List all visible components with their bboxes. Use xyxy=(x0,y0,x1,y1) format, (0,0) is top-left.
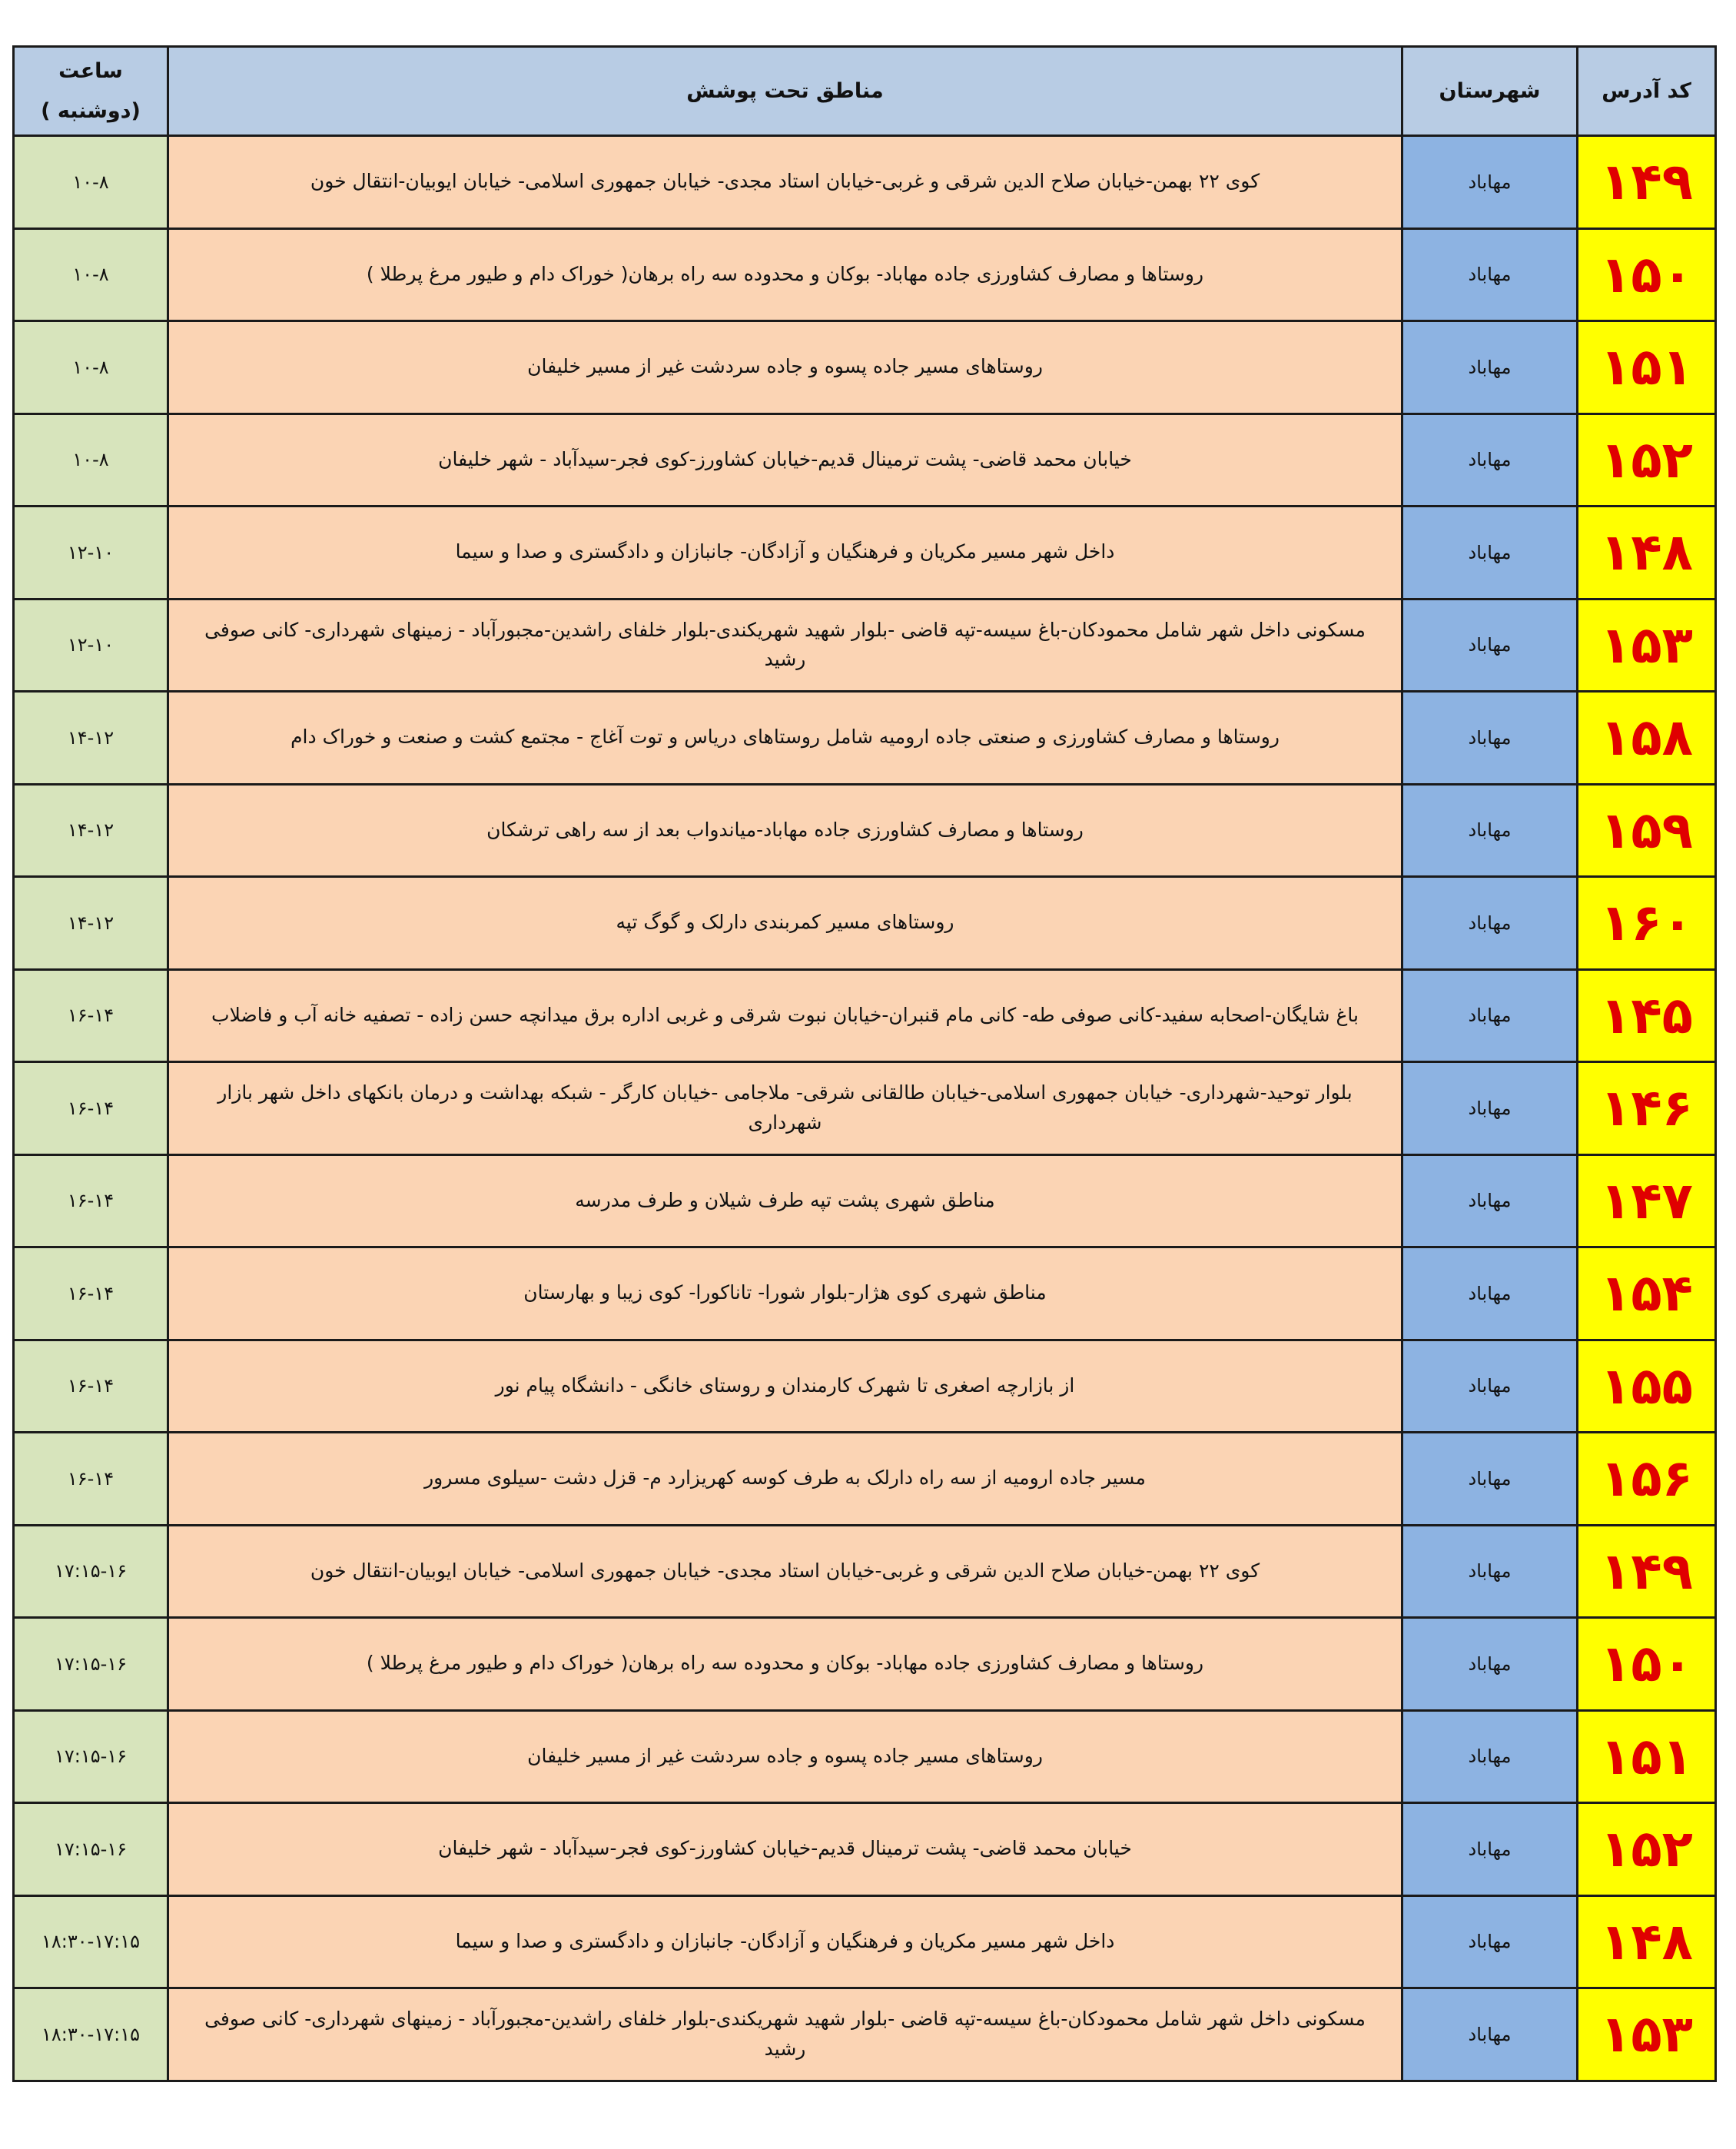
covered-areas-cell xyxy=(168,1525,1402,1618)
covered-areas-cell xyxy=(168,969,1402,1062)
address-code-cell xyxy=(1578,1433,1716,1526)
time-cell-text: ۱۷:۱۵-۱۶ xyxy=(54,1560,128,1583)
city-cell-text: مهاباد xyxy=(1468,2023,1512,2045)
table-row xyxy=(14,228,1716,321)
address-code-cell-text: ۱۴۵ xyxy=(1600,985,1693,1045)
address-code-cell xyxy=(1578,692,1716,785)
city-cell-text: مهاباد xyxy=(1468,1467,1512,1490)
city-cell xyxy=(1402,228,1578,321)
city-cell xyxy=(1402,1803,1578,1896)
address-code-cell xyxy=(1578,877,1716,970)
time-cell-text: ۱۷:۱۵-۱۶ xyxy=(54,1838,128,1860)
covered-areas-cell xyxy=(168,692,1402,785)
address-code-cell-text: ۱۴۹ xyxy=(1600,152,1693,212)
city-cell xyxy=(1402,877,1578,970)
covered-areas-cell xyxy=(168,1247,1402,1340)
table-row xyxy=(14,784,1716,877)
table-row xyxy=(14,969,1716,1062)
city-cell-text: مهاباد xyxy=(1468,1375,1512,1397)
covered-areas-cell-text: روستاها و مصارف کشاورزی جاده مهاباد- بوکان و محدوده سه راه برهان( خوراک دام و طیور مرغ پرطلا ) xyxy=(366,1652,1204,1675)
time-cell xyxy=(14,136,168,229)
covered-areas-cell xyxy=(168,1618,1402,1711)
covered-areas-cell xyxy=(168,599,1402,692)
time-cell xyxy=(14,321,168,414)
city-cell xyxy=(1402,1340,1578,1433)
city-cell-text: مهاباد xyxy=(1468,264,1512,286)
covered-areas-cell xyxy=(168,228,1402,321)
city-cell xyxy=(1402,1710,1578,1803)
covered-areas-cell xyxy=(168,1988,1402,2081)
covered-areas-cell xyxy=(168,1154,1402,1247)
address-code-cell xyxy=(1578,1988,1716,2081)
time-cell xyxy=(14,1062,168,1155)
header-time-day: (دوشنبه ) xyxy=(41,98,141,123)
time-cell xyxy=(14,1247,168,1340)
outage-schedule-table xyxy=(12,45,1717,2082)
time-cell-text: ۱۴-۱۲ xyxy=(67,819,115,842)
covered-areas-cell xyxy=(168,784,1402,877)
covered-areas-cell-text: مسکونی داخل شهر شامل محمودکان-باغ سیسه-تپه قاضی -بلوار شهید شهریکندی-بلوار خلفای راشدین-مجبورآباد - زمینهای شهرداری- کانی صوفی رشید xyxy=(204,2008,1366,2060)
city-cell xyxy=(1402,507,1578,600)
time-cell xyxy=(14,1988,168,2081)
city-cell-text: مهاباد xyxy=(1468,449,1512,471)
address-code-cell xyxy=(1578,1525,1716,1618)
time-cell-text: ۱۰-۸ xyxy=(72,449,109,471)
covered-areas-cell xyxy=(168,414,1402,507)
time-cell-text: ۱۸:۳۰-۱۷:۱۵ xyxy=(41,1931,140,1953)
address-code-cell xyxy=(1578,1062,1716,1155)
city-cell xyxy=(1402,1525,1578,1618)
address-code-cell xyxy=(1578,1895,1716,1988)
address-code-cell-text: ۱۵۶ xyxy=(1600,1449,1693,1509)
covered-areas-cell-text: مناطق شهری کوی هژار-بلوار شورا- تاناکورا- کوی زیبا و بهارستان xyxy=(523,1281,1047,1304)
city-cell xyxy=(1402,414,1578,507)
header-address-code: کد آدرس xyxy=(1578,47,1716,136)
city-cell-text: مهاباد xyxy=(1468,1005,1512,1027)
city-cell-text: مهاباد xyxy=(1468,634,1512,656)
city-cell xyxy=(1402,1062,1578,1155)
city-cell xyxy=(1402,1988,1578,2081)
covered-areas-cell xyxy=(168,1062,1402,1155)
address-code-cell xyxy=(1578,969,1716,1062)
table-row xyxy=(14,507,1716,600)
time-cell-text: ۱۷:۱۵-۱۶ xyxy=(54,1745,128,1768)
covered-areas-cell xyxy=(168,877,1402,970)
time-cell xyxy=(14,784,168,877)
time-cell xyxy=(14,507,168,600)
time-cell-text: ۱۲-۱۰ xyxy=(67,634,115,656)
address-code-cell xyxy=(1578,1710,1716,1803)
address-code-cell-text: ۱۵۳ xyxy=(1600,2005,1693,2064)
covered-areas-cell-text: داخل شهر مسیر مکریان و فرهنگیان و آزادگان- جانبازان و دادگستری و صدا و سیما xyxy=(455,1929,1115,1952)
covered-areas-cell-text: مناطق شهری پشت تپه طرف شیلان و طرف مدرسه xyxy=(575,1188,995,1211)
covered-areas-cell xyxy=(168,1710,1402,1803)
address-code-cell-text: ۱۵۳ xyxy=(1600,615,1693,675)
city-cell-text: مهاباد xyxy=(1468,912,1512,934)
table-row xyxy=(14,136,1716,229)
address-code-cell-text: ۱۵۱ xyxy=(1600,1726,1693,1786)
address-code-cell xyxy=(1578,784,1716,877)
city-cell xyxy=(1402,1154,1578,1247)
time-cell xyxy=(14,692,168,785)
covered-areas-cell xyxy=(168,507,1402,600)
time-cell xyxy=(14,599,168,692)
city-cell-text: مهاباد xyxy=(1468,541,1512,563)
city-cell xyxy=(1402,1433,1578,1526)
address-code-cell xyxy=(1578,1154,1716,1247)
address-code-cell-text: ۱۵۲ xyxy=(1600,430,1693,490)
covered-areas-cell-text: خیابان محمد قاضی- پشت ترمینال قدیم-خیابان کشاورز-کوی فجر-سیدآباد - شهر خلیفان xyxy=(438,447,1132,470)
address-code-cell xyxy=(1578,1618,1716,1711)
address-code-cell xyxy=(1578,321,1716,414)
covered-areas-cell-text: روستاها و مصارف کشاورزی جاده مهاباد- بوکان و محدوده سه راه برهان( خوراک دام و طیور مرغ پرطلا ) xyxy=(366,262,1204,285)
address-code-cell-text: ۱۶۰ xyxy=(1600,893,1693,953)
time-cell-text: ۱۶-۱۴ xyxy=(67,1282,115,1304)
address-code-cell xyxy=(1578,414,1716,507)
city-cell xyxy=(1402,784,1578,877)
address-code-cell xyxy=(1578,228,1716,321)
table-row xyxy=(14,1433,1716,1526)
covered-areas-cell-text: روستاها و مصارف کشاورزی جاده مهاباد-میاندواب بعد از سه راهی ترشکان xyxy=(486,818,1084,841)
city-cell xyxy=(1402,321,1578,414)
city-cell xyxy=(1402,692,1578,785)
time-cell xyxy=(14,1710,168,1803)
city-cell xyxy=(1402,136,1578,229)
time-cell-text: ۱۶-۱۴ xyxy=(67,1467,115,1490)
time-cell xyxy=(14,414,168,507)
address-code-cell-text: ۱۴۸ xyxy=(1600,523,1693,583)
covered-areas-cell-text: روستاهای مسیر کمربندی دارلک و گوگ تپه xyxy=(616,911,954,934)
address-code-cell xyxy=(1578,1247,1716,1340)
address-code-cell-text: ۱۵۲ xyxy=(1600,1819,1693,1879)
table-row xyxy=(14,321,1716,414)
covered-areas-cell-text: از بازارچه اصغری تا شهرک کارمندان و روستای خانگی - دانشگاه پیام نور xyxy=(495,1373,1075,1397)
address-code-cell-text: ۱۵۰ xyxy=(1600,244,1693,304)
covered-areas-cell-text: کوی ۲۲ بهمن-خیابان صلاح الدین شرقی و غربی-خیابان استاد مجدی- خیابان جمهوری اسلامی- خیابان ایوبیان-انتقال خون xyxy=(310,170,1260,193)
city-cell xyxy=(1402,969,1578,1062)
city-cell-text: مهاباد xyxy=(1468,1282,1512,1304)
city-cell-text: مهاباد xyxy=(1468,726,1512,749)
time-cell-text: ۱۸:۳۰-۱۷:۱۵ xyxy=(41,2023,140,2045)
time-cell-text: ۱۶-۱۴ xyxy=(67,1375,115,1397)
city-cell-text: مهاباد xyxy=(1468,171,1512,193)
time-cell xyxy=(14,1895,168,1988)
address-code-cell-text: ۱۵۵ xyxy=(1600,1356,1693,1416)
table-row xyxy=(14,1525,1716,1618)
table-row xyxy=(14,1340,1716,1433)
covered-areas-cell xyxy=(168,1895,1402,1988)
covered-areas-cell-text: روستاها و مصارف کشاورزی و صنعتی جاده ارومیه شامل روستاهای دریاس و توت آغاج - مجتمع کشت و صنعت و خوراک دام xyxy=(290,726,1280,749)
address-code-cell xyxy=(1578,1803,1716,1896)
time-cell-text: ۱۴-۱۲ xyxy=(67,912,115,934)
city-cell xyxy=(1402,1895,1578,1988)
table-row xyxy=(14,1710,1716,1803)
address-code-cell-text: ۱۵۱ xyxy=(1600,337,1693,397)
covered-areas-cell-text: باغ شایگان-اصحابه سفید-کانی صوفی طه- کانی مام قنبران-خیابان نبوت شرقی و غربی اداره برق میدانچه حسن زاده - تصفیه خانه آب و فاضلاب xyxy=(211,1003,1359,1026)
header-time-label: ساعت xyxy=(58,59,123,84)
table-row xyxy=(14,1988,1716,2081)
address-code-cell xyxy=(1578,599,1716,692)
city-cell-text: مهاباد xyxy=(1468,1745,1512,1768)
covered-areas-cell xyxy=(168,321,1402,414)
table-body xyxy=(14,136,1716,2081)
header-city: شهرستان xyxy=(1402,47,1578,136)
address-code-cell-text: ۱۴۷ xyxy=(1600,1171,1693,1231)
city-cell-text: مهاباد xyxy=(1468,819,1512,842)
covered-areas-cell xyxy=(168,1433,1402,1526)
header-time xyxy=(14,47,168,136)
covered-areas-cell xyxy=(168,1340,1402,1433)
table-row xyxy=(14,1895,1716,1988)
header-covered-areas: مناطق تحت پوشش xyxy=(168,47,1402,136)
time-cell xyxy=(14,1525,168,1618)
time-cell-text: ۱۶-۱۴ xyxy=(67,1190,115,1212)
time-cell xyxy=(14,1340,168,1433)
time-cell-text: ۱۰-۸ xyxy=(72,264,109,286)
covered-areas-cell-text: روستاهای مسیر جاده پسوه و جاده سردشت غیر از مسیر خلیفان xyxy=(527,355,1043,378)
time-cell xyxy=(14,1618,168,1711)
address-code-cell-text: ۱۴۹ xyxy=(1600,1541,1693,1601)
time-cell-text: ۱۰-۸ xyxy=(72,171,109,193)
address-code-cell-text: ۱۴۶ xyxy=(1600,1078,1693,1138)
time-cell-text: ۱۶-۱۴ xyxy=(67,1005,115,1027)
city-cell-text: مهاباد xyxy=(1468,1931,1512,1953)
address-code-cell-text: ۱۵۴ xyxy=(1600,1264,1693,1324)
table-row xyxy=(14,1154,1716,1247)
covered-areas-cell-text: کوی ۲۲ بهمن-خیابان صلاح الدین شرقی و غربی-خیابان استاد مجدی- خیابان جمهوری اسلامی- خیابان ایوبیان-انتقال خون xyxy=(310,1559,1260,1582)
time-cell xyxy=(14,969,168,1062)
city-cell xyxy=(1402,1618,1578,1711)
time-cell xyxy=(14,877,168,970)
address-code-cell xyxy=(1578,136,1716,229)
time-cell-text: ۱۷:۱۵-۱۶ xyxy=(54,1652,128,1675)
city-cell-text: مهاباد xyxy=(1468,1652,1512,1675)
city-cell-text: مهاباد xyxy=(1468,1097,1512,1119)
address-code-cell-text: ۱۵۸ xyxy=(1600,708,1693,768)
time-cell-text: ۱۶-۱۴ xyxy=(67,1097,115,1119)
time-cell-text: ۱۴-۱۲ xyxy=(67,726,115,749)
city-cell xyxy=(1402,599,1578,692)
city-cell-text: مهاباد xyxy=(1468,1838,1512,1860)
time-cell-text: ۱۲-۱۰ xyxy=(67,541,115,563)
table-row xyxy=(14,414,1716,507)
covered-areas-cell xyxy=(168,1803,1402,1896)
covered-areas-cell-text: بلوار توحید-شهرداری- خیابان جمهوری اسلامی-خیابان طالقانی شرقی- ملاجامی -خیابان کارگر - شبکه بهداشت و درمان بانکهای داخل شهر بازار شهرداری xyxy=(217,1081,1353,1134)
table-row xyxy=(14,1618,1716,1711)
table-row xyxy=(14,1803,1716,1896)
city-cell xyxy=(1402,1247,1578,1340)
table-row xyxy=(14,599,1716,692)
time-cell xyxy=(14,228,168,321)
covered-areas-cell xyxy=(168,136,1402,229)
covered-areas-cell-text: داخل شهر مسیر مکریان و فرهنگیان و آزادگان- جانبازان و دادگستری و صدا و سیما xyxy=(455,540,1115,563)
covered-areas-cell-text: مسیر جاده ارومیه از سه راه دارلک به طرف کوسه کهریزارد م- قزل دشت -سیلوی مسرور xyxy=(424,1466,1146,1490)
address-code-cell xyxy=(1578,507,1716,600)
covered-areas-cell-text: مسکونی داخل شهر شامل محمودکان-باغ سیسه-تپه قاضی -بلوار شهید شهریکندی-بلوار خلفای راشدین-مجبورآباد - زمینهای شهرداری- کانی صوفی رشید xyxy=(204,618,1366,671)
city-cell-text: مهاباد xyxy=(1468,1190,1512,1212)
time-cell xyxy=(14,1433,168,1526)
table-row xyxy=(14,692,1716,785)
city-cell-text: مهاباد xyxy=(1468,356,1512,378)
address-code-cell-text: ۱۴۸ xyxy=(1600,1912,1693,1971)
covered-areas-cell-text: خیابان محمد قاضی- پشت ترمینال قدیم-خیابان کشاورز-کوی فجر-سیدآباد - شهر خلیفان xyxy=(438,1837,1132,1860)
address-code-cell-text: ۱۵۰ xyxy=(1600,1634,1693,1694)
city-cell-text: مهاباد xyxy=(1468,1560,1512,1583)
address-code-cell-text: ۱۵۹ xyxy=(1600,800,1693,860)
table-row xyxy=(14,1247,1716,1340)
table-row xyxy=(14,877,1716,970)
table-header-row xyxy=(14,47,1716,136)
covered-areas-cell-text: روستاهای مسیر جاده پسوه و جاده سردشت غیر از مسیر خلیفان xyxy=(527,1744,1043,1767)
time-cell-text: ۱۰-۸ xyxy=(72,356,109,378)
time-cell xyxy=(14,1154,168,1247)
time-cell xyxy=(14,1803,168,1896)
table-row xyxy=(14,1062,1716,1155)
address-code-cell xyxy=(1578,1340,1716,1433)
